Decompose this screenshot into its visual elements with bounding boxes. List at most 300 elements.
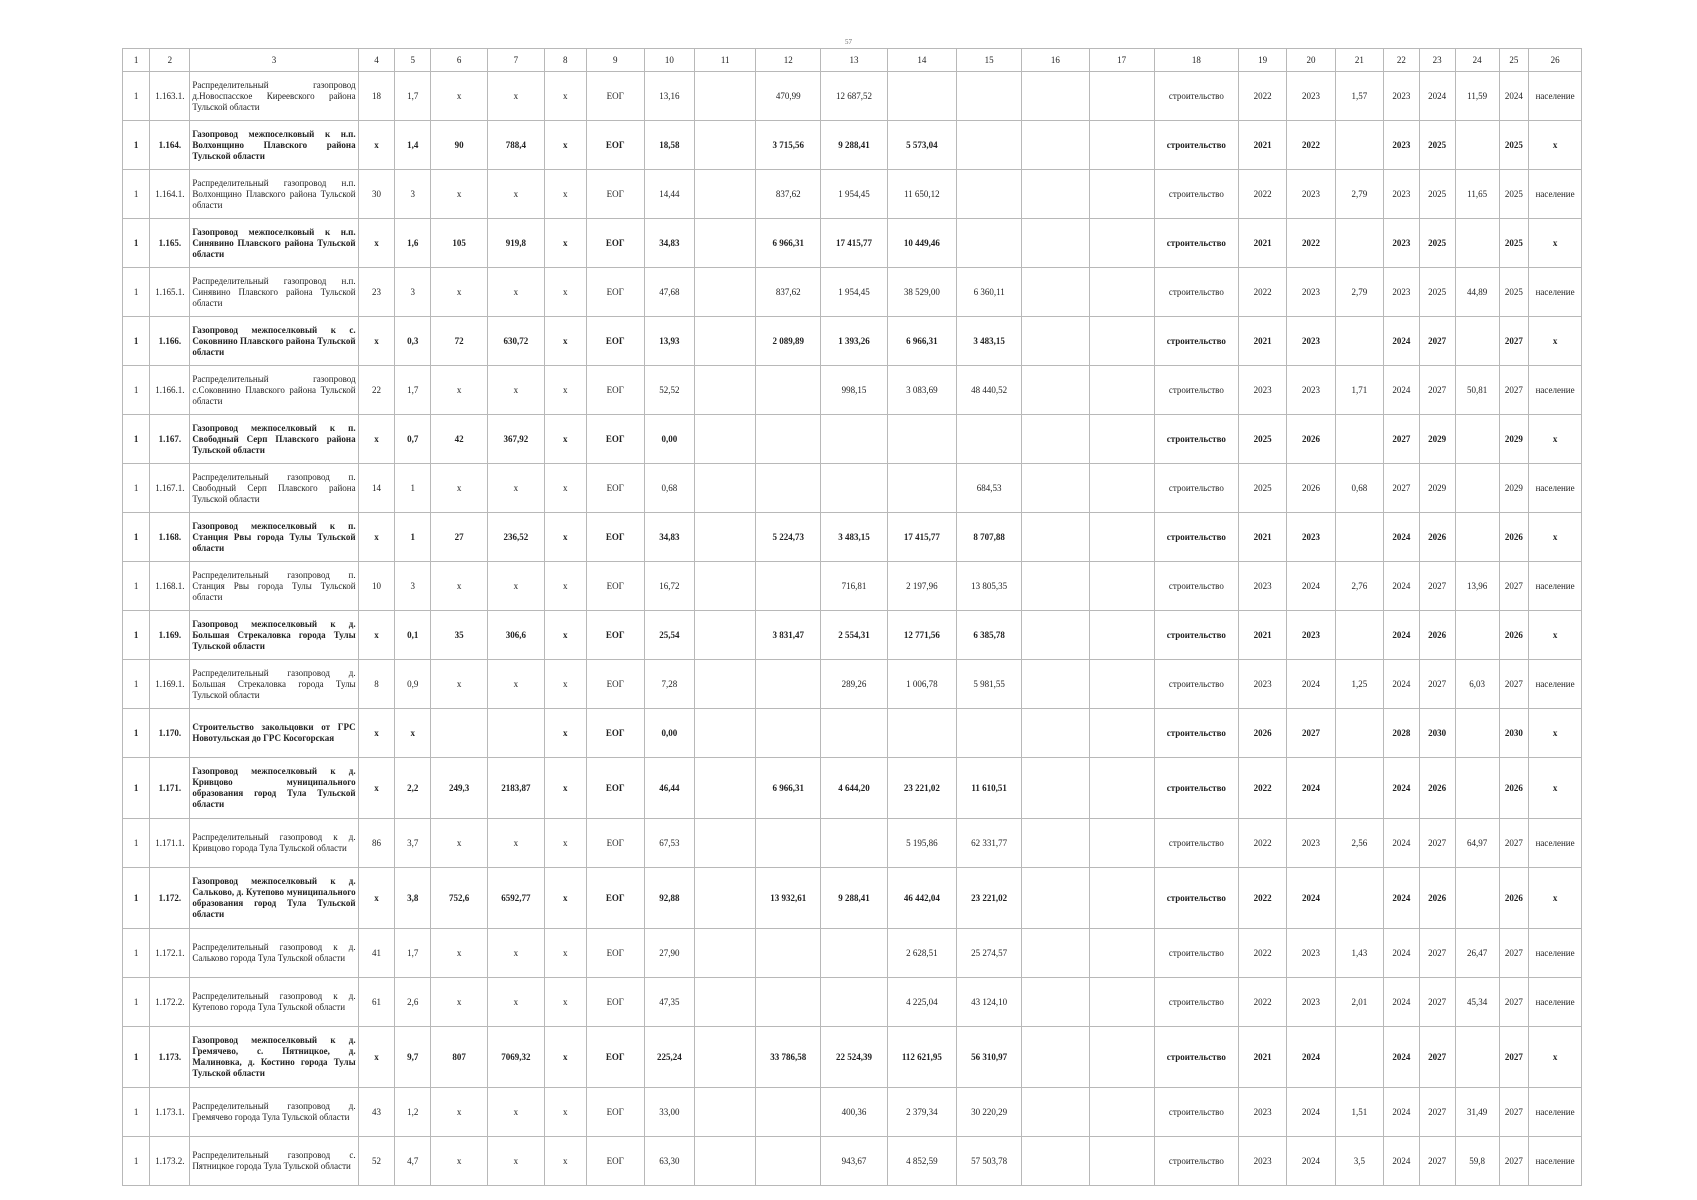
- table-cell: [957, 415, 1022, 464]
- table-cell: [1455, 758, 1499, 819]
- table-cell: x: [544, 513, 586, 562]
- table-cell: [695, 121, 756, 170]
- table-cell: x: [487, 562, 544, 611]
- table-cell: 52,52: [644, 366, 694, 415]
- table-cell: [1022, 464, 1089, 513]
- table-cell: [1089, 758, 1154, 819]
- table-cell: [695, 758, 756, 819]
- column-header: 19: [1238, 49, 1286, 72]
- table-cell: 4,7: [395, 1137, 431, 1186]
- table-cell: 2024: [1384, 562, 1420, 611]
- table-cell: строительство: [1154, 709, 1238, 758]
- table-cell: [1022, 660, 1089, 709]
- table-cell: x: [544, 758, 586, 819]
- table-cell: [1089, 219, 1154, 268]
- table-cell: 10 449,46: [887, 219, 956, 268]
- object-name-cell: Газопровод межпоселковый к д. Гремячево, с. Пятницкое, д. Малиновка, д. Костино города Тулы Тульской области: [190, 1027, 358, 1088]
- table-cell: 17 415,77: [887, 513, 956, 562]
- table-cell: [1089, 317, 1154, 366]
- table-cell: 2027: [1419, 1088, 1455, 1137]
- table-cell: 1: [123, 819, 150, 868]
- table-cell: 2023: [1384, 72, 1420, 121]
- table-cell: 43 124,10: [957, 978, 1022, 1027]
- table-cell: строительство: [1154, 1088, 1238, 1137]
- table-cell: x: [544, 415, 586, 464]
- table-cell: [1455, 513, 1499, 562]
- table-cell: 2024: [1384, 929, 1420, 978]
- table-cell: 1.169.1.: [150, 660, 190, 709]
- table-cell: [431, 709, 488, 758]
- table-cell: ЕОГ: [586, 868, 644, 929]
- table-cell: 2029: [1419, 464, 1455, 513]
- column-header: 3: [190, 49, 358, 72]
- table-cell: 2021: [1238, 219, 1286, 268]
- table-cell: [1089, 513, 1154, 562]
- table-cell: 1: [123, 464, 150, 513]
- column-header: 9: [586, 49, 644, 72]
- table-cell: x: [1529, 317, 1582, 366]
- table-cell: 2026: [1419, 611, 1455, 660]
- table-cell: x: [1529, 758, 1582, 819]
- table-cell: [695, 868, 756, 929]
- table-cell: [957, 121, 1022, 170]
- column-header: 4: [358, 49, 395, 72]
- table-cell: [1335, 415, 1383, 464]
- column-header: 14: [887, 49, 956, 72]
- table-cell: 1,7: [395, 929, 431, 978]
- table-cell: 3,7: [395, 819, 431, 868]
- table-cell: 1,2: [395, 1088, 431, 1137]
- object-name-cell: Газопровод межпоселковый к с. Соковнино Плавского района Тульской области: [190, 317, 358, 366]
- table-cell: 2027: [1499, 1137, 1528, 1186]
- table-cell: [695, 72, 756, 121]
- table-cell: [821, 709, 887, 758]
- table-cell: 23 221,02: [887, 758, 956, 819]
- table-cell: 2024: [1384, 868, 1420, 929]
- table-cell: 45,34: [1455, 978, 1499, 1027]
- table-cell: 2026: [1419, 513, 1455, 562]
- table-cell: ЕОГ: [586, 219, 644, 268]
- table-cell: 1,7: [395, 72, 431, 121]
- table-row: [123, 464, 1582, 513]
- table-cell: 2023: [1287, 611, 1335, 660]
- table-cell: [756, 1088, 821, 1137]
- table-cell: 2021: [1238, 513, 1286, 562]
- table-cell: [887, 72, 956, 121]
- table-cell: [1089, 464, 1154, 513]
- table-cell: население: [1529, 170, 1582, 219]
- table-row: [123, 611, 1582, 660]
- table-cell: ЕОГ: [586, 1088, 644, 1137]
- table-cell: 105: [431, 219, 488, 268]
- table-cell: строительство: [1154, 317, 1238, 366]
- table-cell: строительство: [1154, 415, 1238, 464]
- column-header: 22: [1384, 49, 1420, 72]
- table-cell: 5 195,86: [887, 819, 956, 868]
- table-cell: x: [1529, 121, 1582, 170]
- table-cell: 2029: [1499, 415, 1528, 464]
- table-cell: [1335, 121, 1383, 170]
- table-cell: x: [431, 1137, 488, 1186]
- table-cell: 2023: [1287, 170, 1335, 219]
- table-row: [123, 562, 1582, 611]
- table-cell: 2022: [1238, 170, 1286, 219]
- column-header: 1: [123, 49, 150, 72]
- table-row: [123, 72, 1582, 121]
- table-row: [123, 268, 1582, 317]
- table-cell: [1089, 121, 1154, 170]
- table-cell: 2025: [1419, 170, 1455, 219]
- table-cell: 2022: [1238, 819, 1286, 868]
- table-cell: [695, 562, 756, 611]
- table-cell: ЕОГ: [586, 660, 644, 709]
- table-cell: 1: [123, 660, 150, 709]
- table-cell: 1.172.: [150, 868, 190, 929]
- table-cell: 1.166.1.: [150, 366, 190, 415]
- table-cell: 1.167.1.: [150, 464, 190, 513]
- table-cell: [1335, 709, 1383, 758]
- table-cell: x: [431, 978, 488, 1027]
- table-cell: 2023: [1384, 121, 1420, 170]
- table-cell: 13,93: [644, 317, 694, 366]
- table-row: [123, 709, 1582, 758]
- table-cell: x: [544, 611, 586, 660]
- table-cell: 7069,32: [487, 1027, 544, 1088]
- table-cell: население: [1529, 660, 1582, 709]
- table-cell: x: [487, 929, 544, 978]
- table-cell: население: [1529, 464, 1582, 513]
- table-cell: 6 385,78: [957, 611, 1022, 660]
- table-cell: [957, 709, 1022, 758]
- table-cell: 2025: [1499, 170, 1528, 219]
- table-row: [123, 660, 1582, 709]
- table-cell: 9 288,41: [821, 868, 887, 929]
- table-cell: 716,81: [821, 562, 887, 611]
- table-cell: ЕОГ: [586, 170, 644, 219]
- table-cell: 13 805,35: [957, 562, 1022, 611]
- table-cell: 2023: [1238, 1137, 1286, 1186]
- column-header: 10: [644, 49, 694, 72]
- object-name-cell: Газопровод межпоселковый к п. Свободный Серп Плавского района Тульской области: [190, 415, 358, 464]
- table-cell: [756, 660, 821, 709]
- table-cell: 2027: [1499, 317, 1528, 366]
- object-name-cell: Распределительный газопровод п. Станция Рвы города Тулы Тульской области: [190, 562, 358, 611]
- table-cell: x: [487, 72, 544, 121]
- table-cell: x: [431, 562, 488, 611]
- table-cell: [1455, 219, 1499, 268]
- table-cell: ЕОГ: [586, 366, 644, 415]
- table-cell: 2026: [1499, 758, 1528, 819]
- table-cell: x: [544, 1137, 586, 1186]
- table-cell: [1455, 121, 1499, 170]
- column-header: 16: [1022, 49, 1089, 72]
- table-cell: 1: [123, 72, 150, 121]
- table-cell: строительство: [1154, 562, 1238, 611]
- table-cell: 2021: [1238, 317, 1286, 366]
- table-cell: [821, 819, 887, 868]
- table-cell: [957, 170, 1022, 219]
- table-cell: 0,3: [395, 317, 431, 366]
- table-cell: 67,53: [644, 819, 694, 868]
- table-cell: строительство: [1154, 219, 1238, 268]
- table-cell: [1022, 868, 1089, 929]
- table-cell: 2023: [1287, 819, 1335, 868]
- column-header: 13: [821, 49, 887, 72]
- table-cell: 2026: [1499, 868, 1528, 929]
- table-cell: 16,72: [644, 562, 694, 611]
- table-cell: 3 483,15: [957, 317, 1022, 366]
- table-cell: 2024: [1384, 317, 1420, 366]
- table-row: [123, 513, 1582, 562]
- table-cell: [821, 978, 887, 1027]
- table-cell: [1089, 72, 1154, 121]
- table-cell: 64,97: [1455, 819, 1499, 868]
- table-cell: 3 831,47: [756, 611, 821, 660]
- table-cell: [1089, 1027, 1154, 1088]
- table-cell: ЕОГ: [586, 513, 644, 562]
- table-cell: 2021: [1238, 611, 1286, 660]
- header-row: [123, 49, 1582, 72]
- table-cell: [1455, 709, 1499, 758]
- table-cell: 2023: [1238, 1088, 1286, 1137]
- table-cell: 3: [395, 562, 431, 611]
- table-cell: население: [1529, 72, 1582, 121]
- table-cell: [1089, 819, 1154, 868]
- table-cell: строительство: [1154, 819, 1238, 868]
- table-cell: x: [487, 978, 544, 1027]
- table-row: [123, 219, 1582, 268]
- table-cell: строительство: [1154, 513, 1238, 562]
- table-cell: 2025: [1499, 121, 1528, 170]
- table-cell: [1022, 611, 1089, 660]
- table-cell: 2028: [1384, 709, 1420, 758]
- table-cell: 1.168.: [150, 513, 190, 562]
- table-cell: 2,79: [1335, 170, 1383, 219]
- table-cell: строительство: [1154, 268, 1238, 317]
- table-cell: 0,68: [1335, 464, 1383, 513]
- table-cell: 0,68: [644, 464, 694, 513]
- table-cell: 2023: [1287, 72, 1335, 121]
- table-cell: 2030: [1499, 709, 1528, 758]
- table-cell: x: [544, 366, 586, 415]
- table-cell: [1335, 317, 1383, 366]
- table-cell: 1.164.: [150, 121, 190, 170]
- table-cell: 2024: [1499, 72, 1528, 121]
- table-cell: 46,44: [644, 758, 694, 819]
- table-cell: 1: [123, 978, 150, 1027]
- table-cell: [695, 415, 756, 464]
- table-cell: 11,59: [1455, 72, 1499, 121]
- column-header: 15: [957, 49, 1022, 72]
- table-cell: 1.167.: [150, 415, 190, 464]
- table-cell: население: [1529, 268, 1582, 317]
- table-cell: 837,62: [756, 170, 821, 219]
- object-name-cell: Газопровод межпоселковый к п. Станция Рвы города Тулы Тульской области: [190, 513, 358, 562]
- table-cell: x: [431, 819, 488, 868]
- table-cell: 2 554,31: [821, 611, 887, 660]
- table-row: [123, 929, 1582, 978]
- table-cell: 27: [431, 513, 488, 562]
- table-cell: [1335, 611, 1383, 660]
- table-cell: 2029: [1419, 415, 1455, 464]
- object-name-cell: Распределительный газопровод к д. Сальково города Тула Тульской области: [190, 929, 358, 978]
- table-cell: 2,2: [395, 758, 431, 819]
- object-name-cell: Строительство закольцовки от ГРС Новотульская до ГРС Косогорская: [190, 709, 358, 758]
- table-cell: 30 220,29: [957, 1088, 1022, 1137]
- table-cell: ЕОГ: [586, 72, 644, 121]
- table-cell: 1,7: [395, 366, 431, 415]
- table-cell: x: [487, 1088, 544, 1137]
- table-cell: 2030: [1419, 709, 1455, 758]
- table-cell: 2 628,51: [887, 929, 956, 978]
- table-cell: [1022, 72, 1089, 121]
- table-cell: [1022, 562, 1089, 611]
- table-cell: [1089, 415, 1154, 464]
- table-cell: x: [544, 819, 586, 868]
- table-cell: 2183,87: [487, 758, 544, 819]
- table-cell: 1: [123, 929, 150, 978]
- table-cell: 9,7: [395, 1027, 431, 1088]
- object-name-cell: Распределительный газопровод к д. Кривцово города Тула Тульской области: [190, 819, 358, 868]
- table-cell: 0,1: [395, 611, 431, 660]
- table-cell: 2023: [1384, 219, 1420, 268]
- table-cell: 3 715,56: [756, 121, 821, 170]
- table-cell: [695, 660, 756, 709]
- table-cell: x: [1529, 1027, 1582, 1088]
- column-header: 5: [395, 49, 431, 72]
- table-cell: 2026: [1238, 709, 1286, 758]
- table-cell: 5 224,73: [756, 513, 821, 562]
- table-cell: 34,83: [644, 513, 694, 562]
- table-cell: 2029: [1499, 464, 1528, 513]
- table-cell: 6 966,31: [887, 317, 956, 366]
- table-cell: 2023: [1384, 170, 1420, 219]
- table-cell: 2024: [1384, 819, 1420, 868]
- table-cell: [1022, 366, 1089, 415]
- table-cell: [756, 366, 821, 415]
- table-cell: 14: [358, 464, 395, 513]
- table-cell: строительство: [1154, 758, 1238, 819]
- table-cell: 684,53: [957, 464, 1022, 513]
- table-cell: 470,99: [756, 72, 821, 121]
- table-cell: 2024: [1287, 660, 1335, 709]
- table-row: [123, 978, 1582, 1027]
- table-cell: x: [544, 709, 586, 758]
- table-cell: x: [544, 562, 586, 611]
- table-cell: 1 006,78: [887, 660, 956, 709]
- table-cell: 1: [123, 868, 150, 929]
- table-cell: 2 197,96: [887, 562, 956, 611]
- table-cell: [756, 415, 821, 464]
- table-row: [123, 819, 1582, 868]
- table-row: [123, 415, 1582, 464]
- table-cell: 236,52: [487, 513, 544, 562]
- table-cell: 35: [431, 611, 488, 660]
- table-cell: [1089, 929, 1154, 978]
- table-cell: [1022, 317, 1089, 366]
- table-cell: ЕОГ: [586, 978, 644, 1027]
- table-cell: 2025: [1419, 121, 1455, 170]
- table-cell: 1: [123, 611, 150, 660]
- table-cell: 3 483,15: [821, 513, 887, 562]
- table-cell: [1022, 170, 1089, 219]
- table-cell: строительство: [1154, 1137, 1238, 1186]
- table-cell: 1.171.: [150, 758, 190, 819]
- table-cell: 1,43: [1335, 929, 1383, 978]
- table-cell: ЕОГ: [586, 1027, 644, 1088]
- object-name-cell: Распределительный газопровод д. Гремячево города Тула Тульской области: [190, 1088, 358, 1137]
- table-cell: 8 707,88: [957, 513, 1022, 562]
- table-cell: x: [1529, 868, 1582, 929]
- table-cell: 1.173.1.: [150, 1088, 190, 1137]
- table-cell: x: [358, 121, 395, 170]
- column-header: 23: [1419, 49, 1455, 72]
- table-row: [123, 1027, 1582, 1088]
- column-header: 8: [544, 49, 586, 72]
- table-cell: население: [1529, 562, 1582, 611]
- object-name-cell: Газопровод межпоселковый к д. Сальково, д. Кутепово муниципального образования город Тула Тульской области: [190, 868, 358, 929]
- table-cell: 2024: [1384, 660, 1420, 709]
- table-cell: 0,00: [644, 709, 694, 758]
- table-cell: население: [1529, 978, 1582, 1027]
- table-cell: 2025: [1238, 464, 1286, 513]
- table-cell: 18: [358, 72, 395, 121]
- table-cell: 2027: [1419, 317, 1455, 366]
- table-cell: x: [431, 929, 488, 978]
- table-cell: 2027: [1419, 1137, 1455, 1186]
- column-header: 26: [1529, 49, 1582, 72]
- table-cell: 90: [431, 121, 488, 170]
- table-cell: 43: [358, 1088, 395, 1137]
- table-cell: 8: [358, 660, 395, 709]
- table-cell: [1335, 513, 1383, 562]
- table-cell: 1.165.: [150, 219, 190, 268]
- table-cell: 1.164.1.: [150, 170, 190, 219]
- table-cell: ЕОГ: [586, 562, 644, 611]
- table-cell: 2027: [1419, 978, 1455, 1027]
- table-cell: 0,9: [395, 660, 431, 709]
- column-header: 11: [695, 49, 756, 72]
- table-cell: 2026: [1287, 415, 1335, 464]
- table-cell: 2026: [1499, 513, 1528, 562]
- table-cell: [1089, 562, 1154, 611]
- table-row: [123, 868, 1582, 929]
- table-cell: 943,67: [821, 1137, 887, 1186]
- table-cell: x: [358, 317, 395, 366]
- object-name-cell: Распределительный газопровод д. Большая Стрекаловка города Тулы Тульской области: [190, 660, 358, 709]
- table-cell: 12 771,56: [887, 611, 956, 660]
- table-cell: [695, 513, 756, 562]
- table-cell: 13,16: [644, 72, 694, 121]
- table-cell: [1089, 1088, 1154, 1137]
- table-cell: [695, 366, 756, 415]
- table-cell: 18,58: [644, 121, 694, 170]
- table-cell: 11,65: [1455, 170, 1499, 219]
- table-cell: [1022, 1027, 1089, 1088]
- table-cell: 0,7: [395, 415, 431, 464]
- table-cell: 42: [431, 415, 488, 464]
- table-cell: ЕОГ: [586, 268, 644, 317]
- table-cell: [1335, 1027, 1383, 1088]
- table-row: [123, 1088, 1582, 1137]
- table-cell: 1: [123, 170, 150, 219]
- table-cell: 25,54: [644, 611, 694, 660]
- table-cell: x: [544, 868, 586, 929]
- table-cell: население: [1529, 929, 1582, 978]
- table-row: [123, 121, 1582, 170]
- table-cell: 2025: [1499, 219, 1528, 268]
- table-cell: 86: [358, 819, 395, 868]
